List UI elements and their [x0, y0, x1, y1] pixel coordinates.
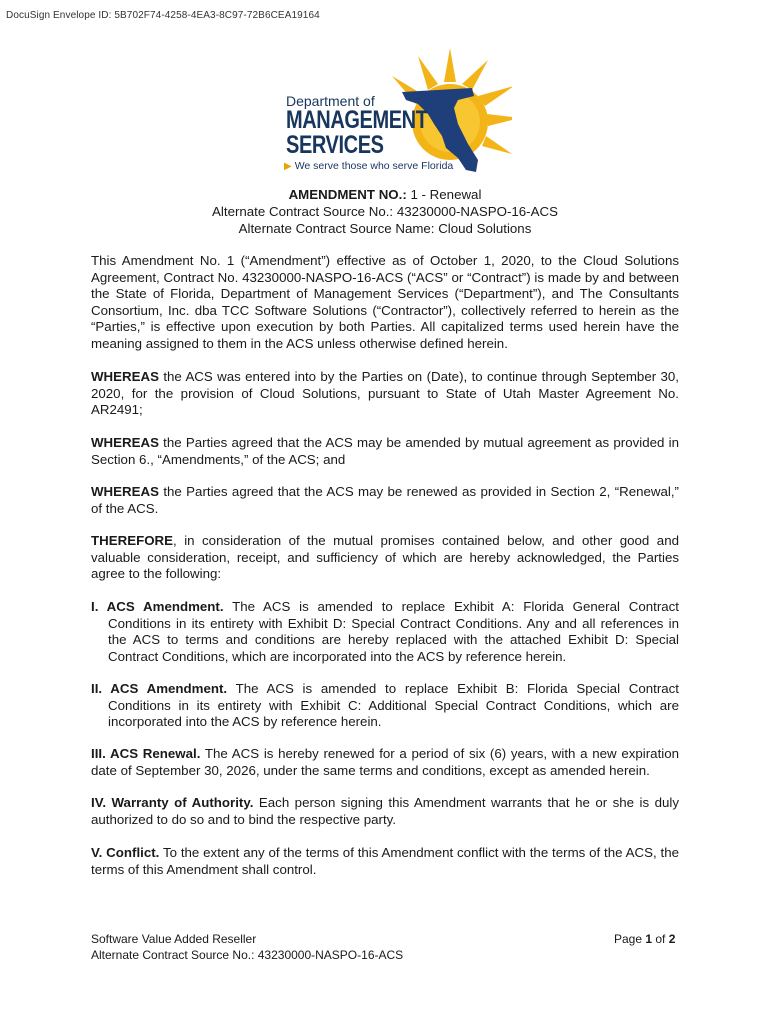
section-1: I. ACS Amendment. The ACS is amended to replace Exhibit A: Florida General Contract Conditions in its entirety with Exhibit D: Special Contract Conditions. Any and all references in the ACS to terms and conditions are hereby replaced with the attached Exhibit D: Special Contract Conditions, which are incorporated into the ACS by reference herein. — [91, 599, 679, 664]
footer-source-no: Alternate Contract Source No.: 43230000-NASPO-16-ACS — [91, 947, 404, 962]
footer-left — [91, 932, 403, 963]
amendment-number: AMENDMENT NO.: 1 - Renewal — [288, 187, 482, 202]
intro-paragraph: This Amendment No. 1 (“Amendment”) effective as of October 1, 2020, to the Cloud Solutions Agreement, Contract No. 43230000-NASPO-16-ACS (“ACS” or “Contract”) is made by and between the State of Florida, Department of Management Services (“Department”), and The Consultants Consortium, Inc. dba TCC Software Solutions (“Contractor”), collectively referred to herein as the “Parties,” is effective upon execution by both Parties. All capitalized terms used herein have the meaning assigned to them in the ACS unless otherwise defined herein. — [91, 253, 679, 351]
logo-dept-text: Department of — [286, 93, 375, 109]
logo-tagline: ▶ We serve those who serve Florida — [284, 160, 454, 172]
source-number: Alternate Contract Source No.: 43230000-NASPO-16-ACS — [212, 204, 558, 219]
logo-services-text: SERVICES — [286, 131, 384, 159]
source-name: Alternate Contract Source Name: Cloud Solutions — [238, 221, 532, 236]
section-3: III. ACS Renewal. The ACS is hereby renewed for a period of six (6) years, with a new expiration date of September 30, 2026, under the same terms and conditions, except as amended herein. — [91, 746, 680, 778]
section-4: IV. Warranty of Authority. Each person signing this Amendment warrants that he or she is duly authorized to do so and to bind the respective party. — [91, 795, 679, 827]
footer-reseller: Software Value Added Reseller — [91, 932, 257, 946]
recital-3: WHEREAS the Parties agreed that the ACS may be renewed as provided in Section 2, “Renewal,” of the ACS. — [91, 484, 679, 516]
section-2: II. ACS Amendment. The ACS is amended to replace Exhibit B: Florida Special Contract Conditions in its entirety with Exhibit C: Additional Special Contract Conditions, which are incorporated into the ACS by reference herein. — [91, 681, 679, 729]
logo-management-text: MANAGEMENT — [286, 106, 428, 134]
page-number: Page 1 of 2 — [614, 932, 676, 946]
play-arrow-icon: ▶ — [284, 161, 292, 172]
recital-1: WHEREAS the ACS was entered into by the Parties on (Date), to continue through September 30, 2020, for the provision of Cloud Solutions, pursuant to State of Utah Master Agreement No. AR2491; — [91, 369, 679, 417]
recital-2: WHEREAS the Parties agreed that the ACS may be amended by mutual agreement as provided in Section 6., “Amendments,” of the ACS; and — [91, 435, 679, 467]
section-5: V. Conflict. To the extent any of the terms of this Amendment conflict with the terms of the ACS, the terms of this Amendment shall control. — [91, 845, 679, 877]
envelope-id: DocuSign Envelope ID: 5B702F74-4258-4EA3-8C97-72B6CEA19164 — [6, 10, 320, 21]
therefore-clause: THEREFORE, in consideration of the mutual promises contained below, and other good and valuable consideration, receipt, and sufficiency of which are hereby acknowledged, the Parties agree to the following: — [91, 533, 679, 581]
dms-logo — [282, 44, 512, 176]
